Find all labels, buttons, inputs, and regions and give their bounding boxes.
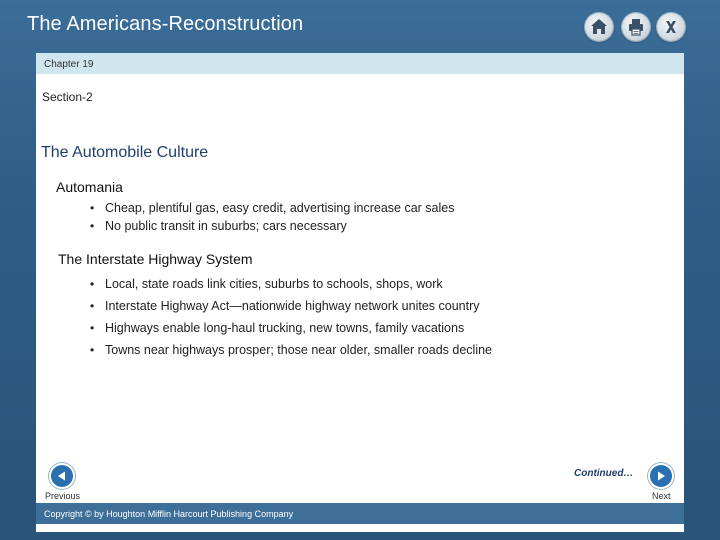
bullet-icon: • [90, 201, 95, 215]
bullet-icon: • [90, 277, 95, 291]
next-button[interactable] [650, 465, 672, 487]
bullet-icon: • [90, 321, 95, 335]
home-icon [585, 13, 613, 41]
bullet-text: Local, state roads link cities, suburbs to schools, shops, work [105, 277, 443, 291]
copyright-text: Copyright © by Houghton Mifflin Harcourt Publishing Company [44, 509, 294, 519]
slide-title: The Automobile Culture [41, 144, 209, 161]
bullet-icon: • [90, 299, 95, 313]
print-button[interactable] [622, 13, 650, 41]
previous-button[interactable] [51, 465, 73, 487]
list-item [90, 295, 492, 317]
section-label: Section-2 [42, 90, 93, 104]
heading-automania: Automania [56, 179, 123, 195]
heading-interstate-highway-system: The Interstate Highway System [58, 251, 253, 267]
exit-button[interactable] [657, 13, 685, 41]
bullet-list-interstate [90, 273, 492, 361]
arrow-right-icon [650, 465, 672, 487]
bullet-list-automania [90, 199, 455, 235]
continued-label: Continued… [574, 468, 634, 479]
list-item [90, 273, 492, 295]
previous-label[interactable]: Previous [45, 491, 81, 501]
app-title: The Americans-Reconstruction [27, 13, 304, 35]
chapter-label: Chapter 19 [44, 59, 94, 70]
list-item [90, 339, 492, 361]
slide-panel [36, 53, 684, 532]
list-item [90, 217, 455, 235]
bullet-icon: • [90, 343, 95, 357]
list-item [90, 317, 492, 339]
bullet-icon: • [90, 219, 95, 233]
bullet-text: Interstate Highway Act—nationwide highway network unites country [105, 299, 480, 313]
print-icon [622, 13, 650, 41]
bullet-text: Towns near highways prosper; those near older, smaller roads decline [105, 343, 493, 357]
bullet-text: Highways enable long-haul trucking, new towns, family vacations [105, 321, 465, 335]
list-item [90, 199, 455, 217]
chapter-bar [36, 53, 684, 74]
footer-bar [36, 503, 684, 524]
close-icon [657, 13, 685, 41]
next-label[interactable]: Next [652, 491, 671, 501]
bullet-text: Cheap, plentiful gas, easy credit, advertising increase car sales [105, 201, 455, 215]
home-button[interactable] [585, 13, 613, 41]
arrow-left-icon [51, 465, 73, 487]
bullet-text: No public transit in suburbs; cars necessary [105, 219, 347, 233]
